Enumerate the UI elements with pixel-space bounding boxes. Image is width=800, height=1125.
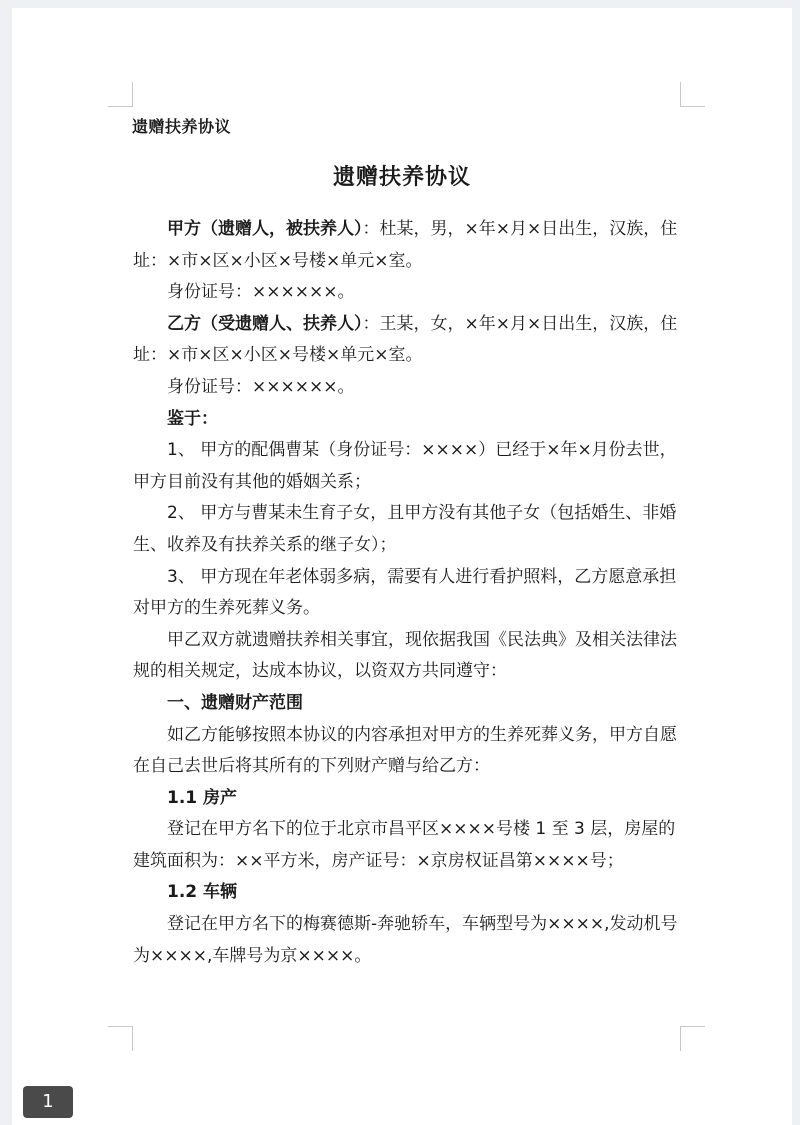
- subsection-1-2-text: 登记在甲方名下的梅赛德斯-奔驰轿车，车辆型号为××××,发动机号为××××,车牌号为京××××。: [133, 914, 678, 966]
- party-a-label: 甲方（遗赠人，被扶养人）: [167, 219, 363, 239]
- document-body: [133, 214, 687, 972]
- subsection-1-1-text: 登记在甲方名下的位于北京市昌平区××××号楼 1 至 3 层，房屋的建筑面积为：××平方米，房产证号：×京房权证昌第××××号；: [133, 819, 676, 871]
- page-number-indicator[interactable]: 1: [23, 1086, 73, 1118]
- party-b-id: 身份证号：××××××。: [167, 376, 355, 397]
- party-b-paragraph: [133, 309, 687, 372]
- party-a-text: ：杜某，男，×年×月×日出生，汉族，住址：×市×区×小区×号楼×单元×室。: [133, 219, 678, 271]
- whereas-item-1: 1、 甲方的配偶曹某（身份证号：××××）已经于×年×月份去世，甲方目前没有其他的婚姻关系；: [133, 440, 677, 492]
- crop-mark-bottom-right: [680, 1026, 705, 1051]
- crop-mark-bottom-left: [108, 1026, 133, 1051]
- whereas-item-2: 2、 甲方与曹某未生育子女，且甲方没有其他子女（包括婚生、非婚生、收养及有扶养关系的继子女）；: [133, 503, 677, 555]
- intro-paragraph: 甲乙双方就遗赠扶养相关事宜，现依据我国《民法典》及相关法律法规的相关规定，达成本协议，以资双方共同遵守：: [133, 629, 677, 682]
- crop-mark-top-right: [680, 82, 705, 107]
- document-page: [12, 8, 792, 1125]
- whereas-heading: 鉴于：: [167, 408, 218, 429]
- party-b-text: ：王某，女，×年×月×日出生，汉族，住址：×市×区×小区×号楼×单元×室。: [133, 313, 678, 366]
- party-a-id: 身份证号：××××××。: [167, 282, 355, 303]
- page-header-title: 遗赠扶养协议: [132, 117, 232, 136]
- crop-mark-top-left: [108, 82, 133, 107]
- party-a-paragraph: [133, 214, 687, 277]
- party-b-label: 乙方（受遗赠人、扶养人）: [167, 313, 363, 334]
- document-title: 遗赠扶养协议: [332, 165, 471, 190]
- subsection-1-1-heading: 1.1 房产: [167, 787, 238, 808]
- section-1-heading: 一、遗赠财产范围: [167, 692, 303, 713]
- section-1-text: 如乙方能够按照本协议的内容承担对甲方的生养死葬义务，甲方自愿在自己去世后将其所有的下列财产赠与给乙方：: [133, 724, 677, 777]
- whereas-item-3: 3、 甲方现在年老体弱多病，需要有人进行看护照料，乙方愿意承担对甲方的生养死葬义务。: [133, 566, 677, 619]
- subsection-1-2-heading: 1.2 车辆: [167, 882, 238, 903]
